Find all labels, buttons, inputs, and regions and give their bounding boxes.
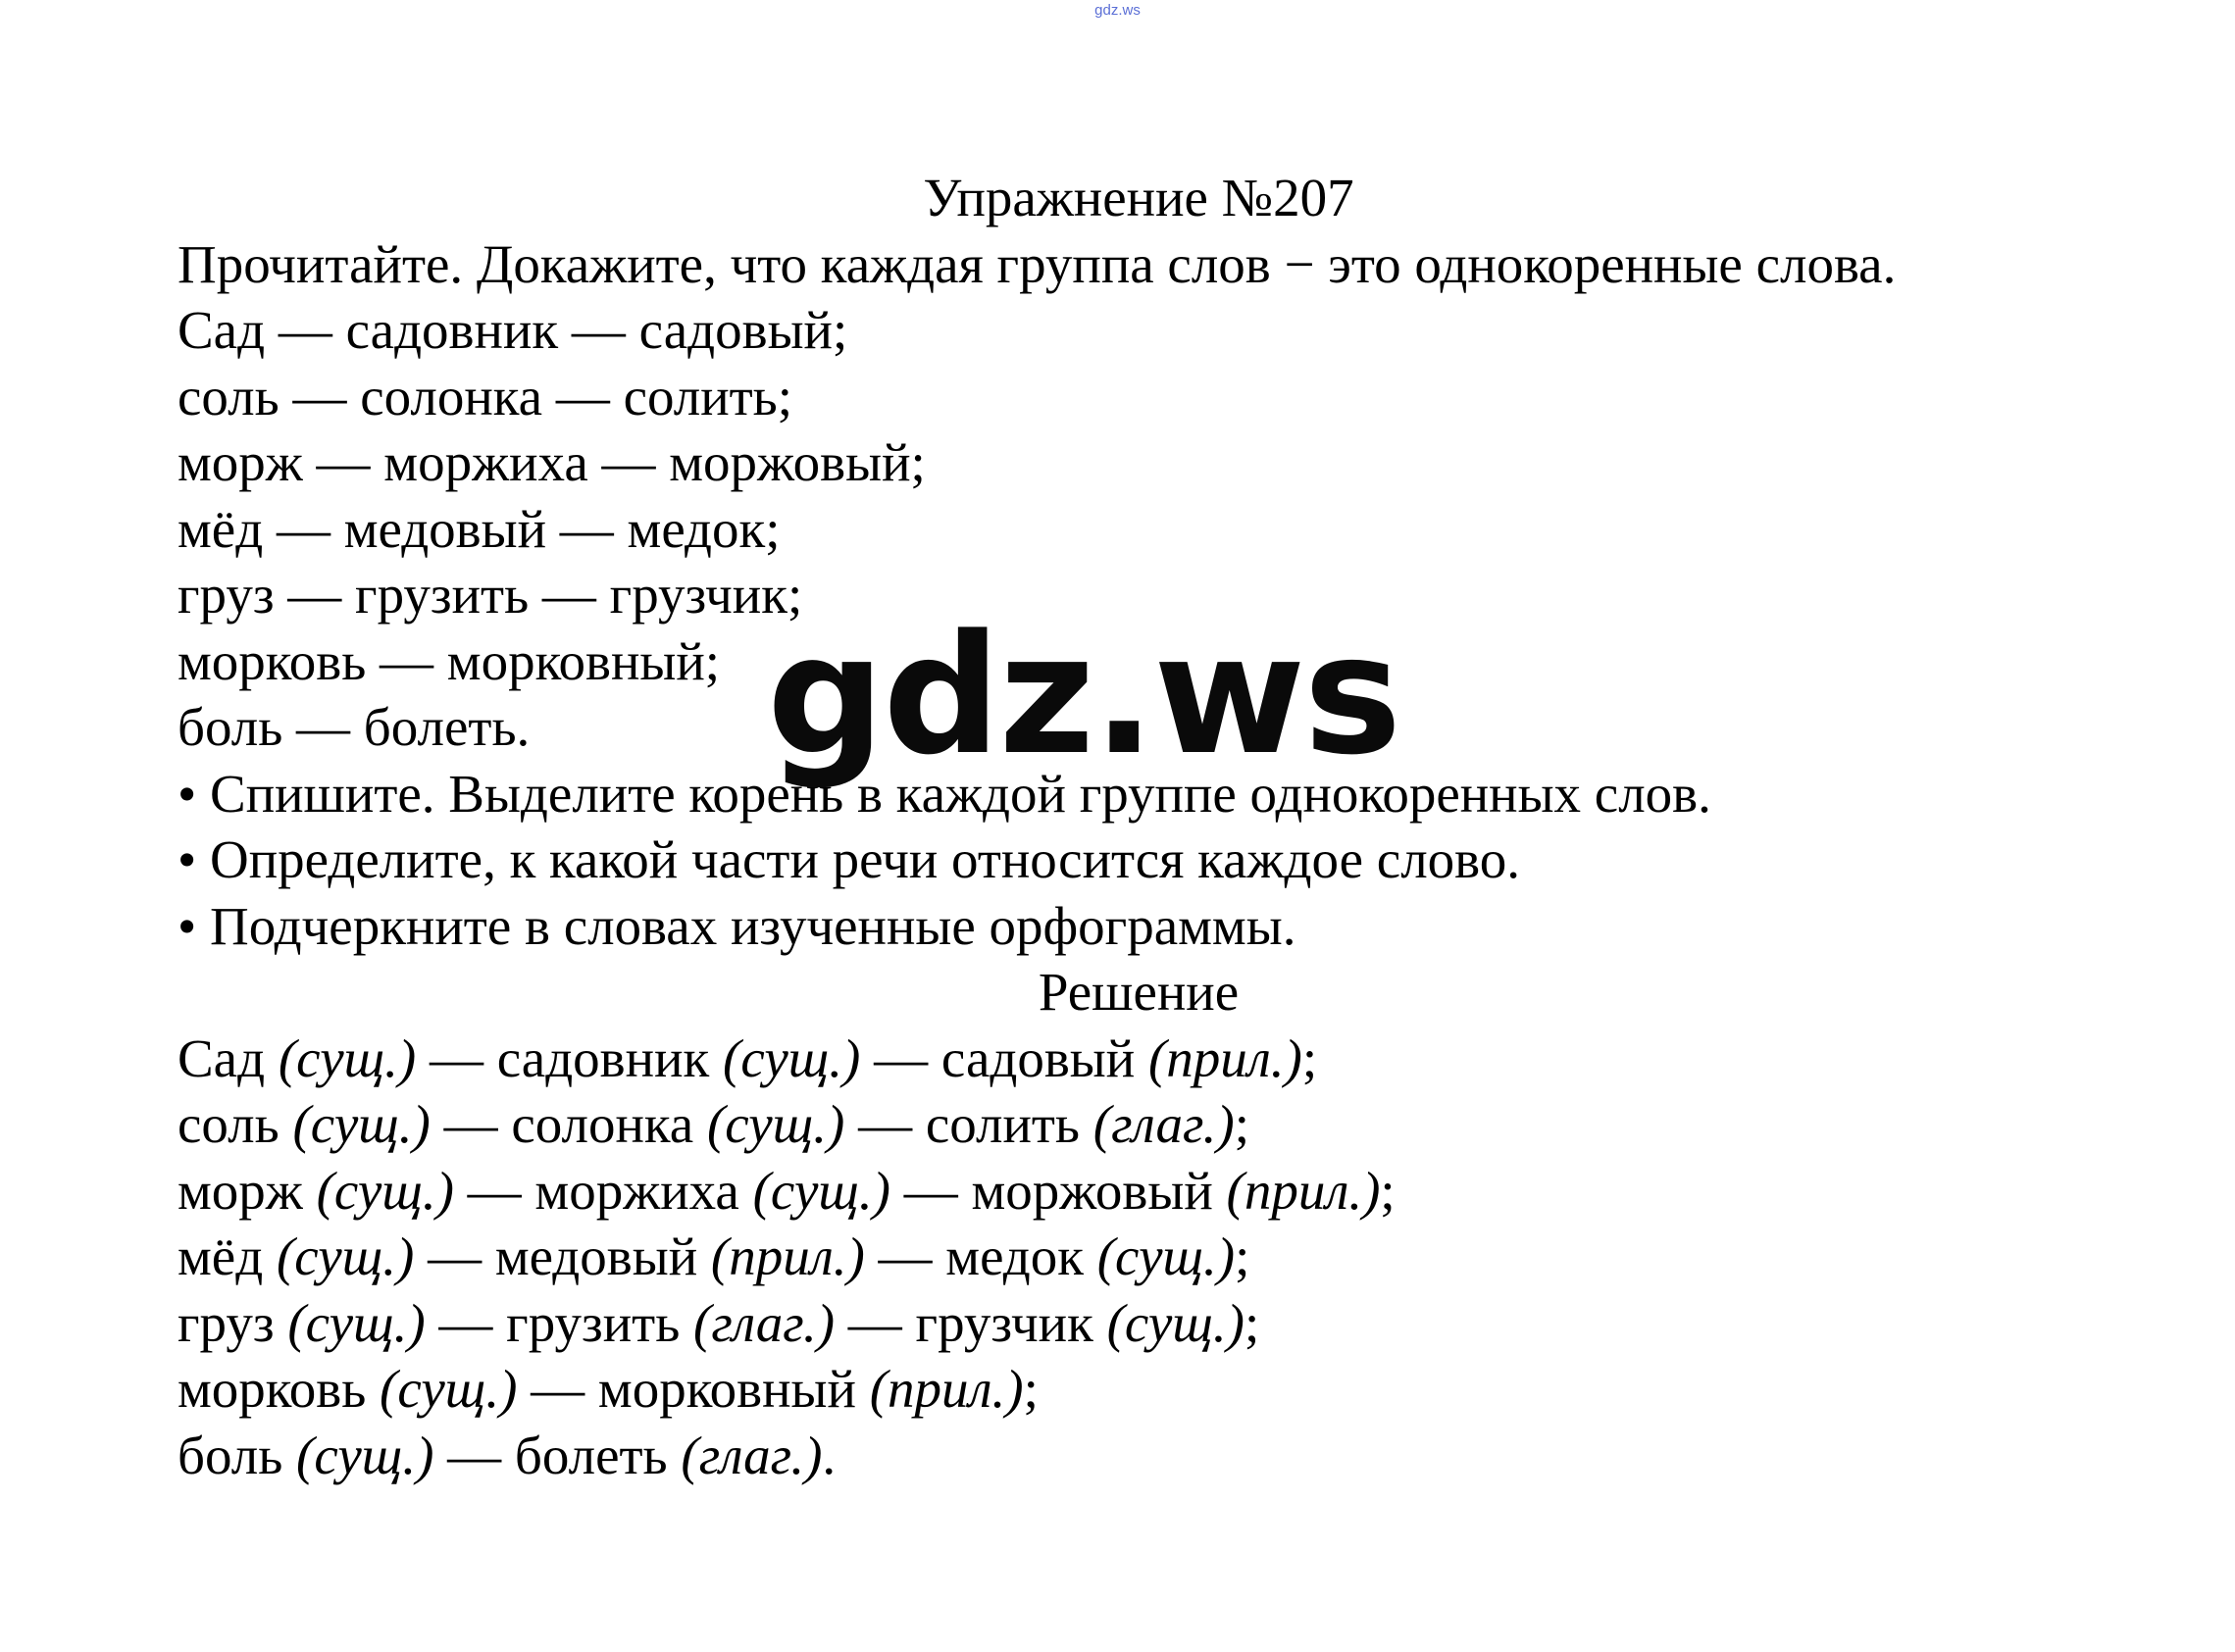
solution-word: — медок xyxy=(864,1226,1097,1286)
solution-word: ; xyxy=(1023,1359,1039,1419)
part-of-speech-label: (сущ.) xyxy=(752,1160,890,1221)
solution-word: ; xyxy=(1235,1226,1250,1286)
exercise-title: Упражнение №207 xyxy=(923,168,1354,227)
solution-word: ; xyxy=(1380,1160,1396,1221)
word-group: мёд — медовый — медок; xyxy=(178,498,781,559)
part-of-speech-label: (сущ.) xyxy=(276,1226,415,1286)
solution-line xyxy=(178,1423,2139,1489)
solution-word: ; xyxy=(1244,1292,1260,1353)
solution-word: — солить xyxy=(844,1094,1093,1154)
gdz-watermark-logo: gdz.ws xyxy=(767,599,1400,791)
solution-word: Сад xyxy=(178,1027,279,1088)
part-of-speech-label: (глаг.) xyxy=(681,1425,823,1485)
part-of-speech-label: (сущ.) xyxy=(278,1027,417,1088)
part-of-speech-label: (сущ.) xyxy=(316,1160,454,1221)
part-of-speech-label: (сущ.) xyxy=(1106,1292,1244,1353)
part-of-speech-label: (сущ.) xyxy=(287,1292,426,1353)
part-of-speech-label: (сущ.) xyxy=(1096,1226,1236,1286)
task-item: • Спишите. Выделите корень в каждой группе однокоренных слов. xyxy=(178,763,1711,824)
solution-word: — морковный xyxy=(517,1359,870,1419)
solution-word: — садовник xyxy=(416,1027,723,1088)
solution-lines xyxy=(178,1026,2139,1489)
part-of-speech-label: (сущ.) xyxy=(380,1359,518,1419)
word-group: боль — болеть. xyxy=(178,697,531,757)
task-item: • Определите, к какой части речи относится каждое слово. xyxy=(178,829,1520,889)
part-of-speech-label: (прил.) xyxy=(869,1359,1024,1419)
solution-line xyxy=(178,1356,2139,1423)
solution-word: ; xyxy=(1234,1094,1250,1154)
part-of-speech-label: (глаг.) xyxy=(1092,1094,1235,1154)
solution-word: — моржиха xyxy=(453,1160,753,1221)
solution-word: морж xyxy=(178,1160,317,1221)
solution-word: — болеть xyxy=(433,1425,682,1485)
word-group: морж — моржиха — моржовый; xyxy=(178,432,926,492)
solution-word: — грузчик xyxy=(835,1292,1107,1353)
solution-line xyxy=(178,1026,2139,1092)
solution-word: боль xyxy=(178,1425,297,1485)
part-of-speech-label: (прил.) xyxy=(710,1226,865,1286)
word-group: соль — солонка — солить; xyxy=(178,366,793,426)
document-body xyxy=(178,165,2139,1488)
solution-word: ; xyxy=(1301,1027,1318,1088)
solution-line xyxy=(178,1158,2139,1225)
solution-word: соль xyxy=(178,1094,293,1154)
part-of-speech-label: (сущ.) xyxy=(706,1094,845,1154)
solution-line xyxy=(178,1091,2139,1158)
part-of-speech-label: (сущ.) xyxy=(292,1094,431,1154)
word-group: морковь — морковный; xyxy=(178,630,721,691)
word-group: Сад — садовник — садовый; xyxy=(178,300,848,360)
solution-word: — моржовый xyxy=(889,1160,1227,1221)
part-of-speech-label: (глаг.) xyxy=(693,1292,836,1353)
word-group: груз — грузить — грузчик; xyxy=(178,565,803,625)
solution-word: мёд xyxy=(178,1226,277,1286)
solution-word: морковь xyxy=(178,1359,381,1419)
solution-line xyxy=(178,1290,2139,1357)
solution-word: . xyxy=(822,1425,837,1485)
solution-word: груз xyxy=(178,1292,288,1353)
exercise-instruction: Прочитайте. Докажите, что каждая группа слов − это однокоренные слова. xyxy=(178,233,1897,294)
part-of-speech-label: (сущ.) xyxy=(296,1425,434,1485)
task-item: • Подчеркните в словах изученные орфограммы. xyxy=(178,895,1296,956)
solution-word: — медовый xyxy=(414,1226,711,1286)
header-watermark-text: gdz.ws xyxy=(1094,2,1141,19)
solution-title: Решение xyxy=(1038,962,1240,1022)
part-of-speech-label: (прил.) xyxy=(1147,1027,1302,1088)
part-of-speech-label: (прил.) xyxy=(1226,1160,1381,1221)
solution-word: — садовый xyxy=(860,1027,1148,1088)
solution-word: — солонка xyxy=(430,1094,707,1154)
solution-word: — грузить xyxy=(425,1292,694,1353)
solution-line xyxy=(178,1224,2139,1290)
part-of-speech-label: (сущ.) xyxy=(723,1027,861,1088)
